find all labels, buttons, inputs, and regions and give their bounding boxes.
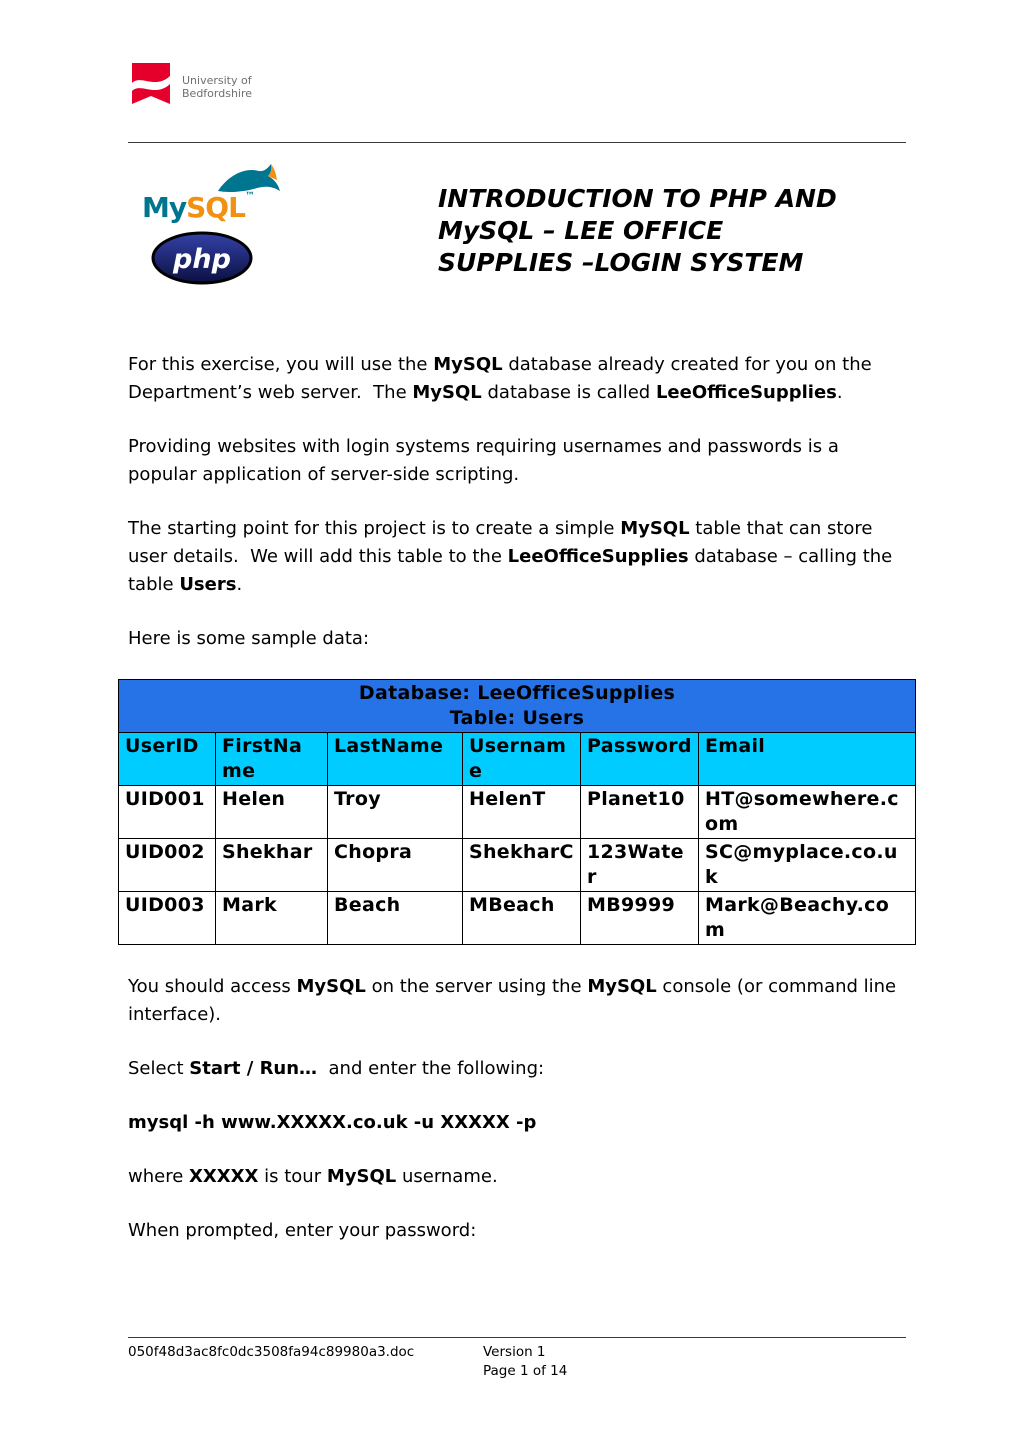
text-run: . (236, 574, 243, 595)
table-cell: UID002 (119, 839, 216, 892)
university-logo (129, 62, 252, 112)
paragraph (128, 515, 907, 599)
table-cell: Mark@Beachy.com (699, 892, 916, 945)
table-cell: Beach (328, 892, 463, 945)
bold-text-run: LeeOfficeSupplies (655, 382, 837, 403)
university-crest-icon (129, 62, 173, 112)
table-row (119, 839, 916, 892)
paragraph (128, 1163, 907, 1191)
intro-paragraphs (128, 351, 907, 653)
table-title-cell (119, 680, 916, 733)
text-run: When prompted, enter your password: (128, 1220, 477, 1241)
table-cell: ShekharC (463, 839, 581, 892)
bold-text-run: mysql -h www.XXXXX.co.uk -u XXXXX -p (128, 1112, 537, 1133)
title-line2: MySQL – LEE OFFICE (438, 216, 724, 245)
mysql-logo (140, 172, 264, 224)
paragraph (128, 351, 907, 407)
document-body (125, 351, 907, 1271)
footer-page-number: Page 1 of 14 (483, 1363, 568, 1379)
users-table-body (119, 786, 916, 945)
column-header-userid: UserID (119, 733, 216, 786)
university-logo-text (182, 74, 252, 100)
column-header-username: Username (463, 733, 581, 786)
bold-text-run: MySQL (412, 382, 482, 403)
trademark-symbol: ™ (244, 191, 255, 202)
table-cell: MB9999 (581, 892, 699, 945)
table-cell: SC@myplace.co.uk (699, 839, 916, 892)
footer-filename: 050f48d3ac8fc0dc3508fa94c89980a3.doc (128, 1344, 415, 1360)
table-cell: UID003 (119, 892, 216, 945)
table-cell: HelenT (463, 786, 581, 839)
text-run: and enter the following: (317, 1058, 545, 1079)
text-run: The starting point for this project is to create a simple (128, 518, 621, 539)
bold-text-run: LeeOfficeSupplies (507, 546, 689, 567)
users-table (118, 679, 916, 945)
paragraph (128, 973, 907, 1029)
column-header-password: Password (581, 733, 699, 786)
bold-text-run: MySQL (433, 354, 503, 375)
table-cell: Helen (216, 786, 328, 839)
table-cell: Planet10 (581, 786, 699, 839)
title-line3: SUPPLIES –LOGIN SYSTEM (438, 248, 804, 277)
text-run: where (128, 1166, 190, 1187)
paragraph (128, 625, 907, 653)
page-footer (128, 1337, 906, 1381)
university-name-line2: Bedfordshire (182, 87, 253, 100)
university-name-line1: University of (182, 74, 252, 87)
text-run: database is called (481, 382, 656, 403)
table-cell: Troy (328, 786, 463, 839)
paragraph (128, 1109, 907, 1137)
table-cell: 123Water (581, 839, 699, 892)
mysql-wordmark-my: My (142, 191, 187, 224)
php-logo (150, 230, 254, 286)
column-header-lastname: LastName (328, 733, 463, 786)
paragraph (128, 433, 907, 489)
column-header-firstname: FirstName (216, 733, 328, 786)
php-wordmark: php (173, 244, 231, 275)
php-oval-icon (150, 230, 254, 286)
footer-version: Version 1 (483, 1344, 546, 1360)
bold-text-run: MySQL (296, 976, 366, 997)
bold-text-run: MySQL (326, 1166, 397, 1187)
mysql-wordmark (142, 191, 255, 224)
table-title-table: Table: Users (449, 707, 585, 729)
text-run: database – calling the table (128, 546, 898, 595)
table-cell: HT@somewhere.com (699, 786, 916, 839)
mysql-wordmark-sql: SQL (186, 191, 245, 224)
table-cell: UID001 (119, 786, 216, 839)
table-row (119, 892, 916, 945)
bold-text-run: MySQL (587, 976, 657, 997)
bold-text-run: Users (179, 574, 237, 595)
text-run: . (836, 382, 843, 403)
table-cell: Shekhar (216, 839, 328, 892)
bold-text-run: XXXXX (189, 1166, 259, 1187)
paragraph (128, 1217, 907, 1245)
footer-line1 (128, 1343, 906, 1362)
text-run: You should access (128, 976, 297, 997)
text-run: username. (396, 1166, 498, 1187)
text-run: on the server using the (365, 976, 588, 997)
instruction-paragraphs (128, 973, 907, 1245)
table-cell: Mark (216, 892, 328, 945)
table-title-row (119, 680, 916, 733)
text-run: Select (128, 1058, 190, 1079)
table-cell: MBeach (463, 892, 581, 945)
text-run: console (or command line interface). (128, 976, 902, 1025)
text-run: Here is some sample data: (128, 628, 370, 649)
paragraph (128, 1055, 907, 1083)
header-divider (128, 142, 906, 143)
users-table-columns (119, 733, 916, 786)
document-title (438, 183, 918, 279)
bold-text-run: MySQL (620, 518, 690, 539)
bold-text-run: Start / Run… (189, 1058, 318, 1079)
table-title-database: Database: LeeOfficeSupplies (358, 682, 676, 704)
table-cell: Chopra (328, 839, 463, 892)
title-line1: INTRODUCTION TO PHP AND (438, 184, 837, 213)
text-run: table that can store user details. We will add this table to the (128, 518, 879, 567)
column-header-email: Email (699, 733, 916, 786)
text-run: For this exercise, you will use the (128, 354, 434, 375)
text-run: Providing websites with login systems requiring usernames and passwords is a popular application of server-side scripting. (128, 436, 845, 485)
text-run: is tour (258, 1166, 327, 1187)
table-row (119, 786, 916, 839)
text-run: database already created for you on the Department’s web server. The (128, 354, 878, 403)
